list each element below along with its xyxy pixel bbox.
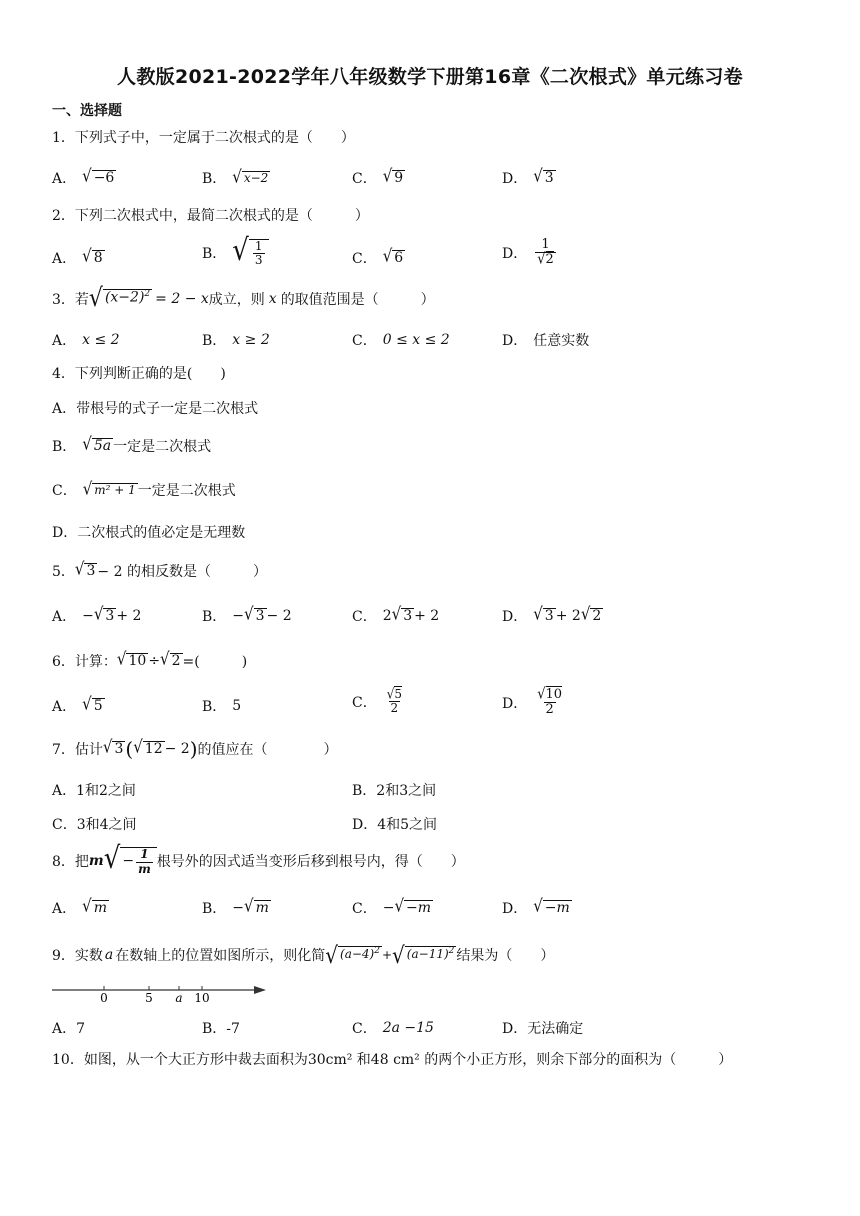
sqrt-expr: √ 5 (82, 693, 103, 715)
question-7: 7．估计 √ 3 ( √ 12 − 2 ) 的值应在（ ） (52, 736, 338, 761)
sqrt-expr: √ $(a-11)^2$ (392, 941, 455, 969)
q7-option-b[interactable]: B．2和3之间 (352, 783, 437, 799)
q6-option-c[interactable]: C． $\frac{√5}{2}$ (352, 685, 403, 716)
q6-option-b[interactable]: B． 5 (202, 698, 242, 715)
question-2-stem: 2．下列二次根式中，最简二次根式的是（ ） (52, 208, 369, 224)
question-4-stem: 4．下列判断正确的是( ) (52, 366, 226, 382)
question-10 (52, 1044, 732, 1074)
q2-option-d[interactable]: D． $\frac{1}{√2}$ (502, 237, 554, 269)
number-line (52, 982, 272, 1006)
tick-label: 10 (194, 991, 210, 1005)
tick-label: a (175, 991, 183, 1005)
q8-option-b[interactable]: B． − √ m (202, 895, 269, 917)
question-1 (52, 122, 355, 152)
q1-option-d[interactable]: D． √ 3 (502, 165, 554, 187)
q4-option-a[interactable]: A．带根号的式子一定是二次根式 (52, 401, 259, 417)
section-heading: 一、选择题 (52, 103, 122, 119)
q5-option-d[interactable]: D． √ 3 + 2 √ 2 (502, 603, 602, 625)
sqrt-expr: √ 3 (533, 165, 554, 187)
question-5: 5． √ 3 − 2 的相反数是（ ） (52, 558, 267, 580)
sqrt-expr: √ x−2 (232, 166, 269, 188)
fraction-expr: $\frac{1}{√2}$ (537, 237, 554, 269)
sqrt-expr: √ 3 (391, 603, 413, 625)
tick-label: 5 (145, 991, 153, 1005)
sqrt-expr: √ $(a-4)^2$ (325, 941, 380, 969)
q7-option-d[interactable]: D．4和5之间 (352, 817, 438, 833)
sqrt-fraction: √ − $\frac{1}{m}$ (104, 846, 157, 875)
q4-option-d[interactable]: D．二次根式的值必定是无理数 (52, 525, 246, 541)
question-8: 8．把 m √ − $\frac{1}{m}$ 根号外的因式适当变形后移到根号内，得（ ） (52, 841, 465, 877)
sqrt-expr: √ 2 (160, 648, 181, 670)
q4-option-c[interactable]: C． √ m² + 1 一定是二次根式 (52, 478, 236, 500)
sqrt-expr: √ 6 (382, 245, 404, 267)
sqrt-expr: √ 3 (93, 603, 115, 625)
q7-option-a[interactable]: A．1和2之间 (52, 783, 136, 799)
sqrt-expr: √ 5a (82, 433, 112, 455)
q2-option-a[interactable]: A． √ 8 (52, 245, 103, 267)
sqrt-expr: √ 3 (533, 603, 554, 625)
q3-option-d[interactable]: D． 任意实数 (502, 333, 590, 349)
question-3: 3．若 √ $(x-2)^2$ = 2 − x 成立，则 x 的取值范围是（ ） (52, 284, 435, 313)
sqrt-expr: √ m (244, 895, 269, 917)
fraction-expr: $\frac{√10}{2}$ (537, 685, 563, 718)
q3-option-b[interactable]: B． x ≥ 2 (202, 332, 270, 349)
tick-label: 0 (100, 991, 108, 1005)
question-10-stem: 10．如图，从一个大正方形中裁去面积为30cm² 和48 cm² 的两个小正方形，则余下部分的面积为（ ） (52, 1052, 733, 1068)
fraction-expr: $\frac{√5}{2}$ (386, 685, 403, 716)
q7-option-c[interactable]: C．3和4之间 (52, 817, 137, 833)
question-1-stem: 1．下列式子中，一定属于二次根式的是（ ） (52, 130, 355, 146)
q9-option-a[interactable]: A．7 (52, 1021, 86, 1037)
sqrt-expr: √ −m (533, 895, 570, 917)
sqrt-expr: √ $(x-2)^2$ (88, 284, 151, 313)
sqrt-expr: √ 10 (116, 648, 147, 670)
sqrt-expr: √ 12 (133, 736, 163, 758)
q1-option-c[interactable]: C． √ 9 (352, 165, 404, 187)
q9-option-b[interactable]: B．-7 (202, 1021, 240, 1037)
q5-option-c[interactable]: C． 2 √ 3 + 2 (352, 603, 440, 625)
q5-option-a[interactable]: A． − √ 3 + 2 (52, 603, 142, 625)
sqrt-expr: √ m (82, 895, 107, 917)
q3-option-c[interactable]: C． 0 ≤ x ≤ 2 (352, 332, 450, 349)
q9-option-c[interactable]: C． 2a −15 (352, 1020, 434, 1037)
q2-option-c[interactable]: C． √ 6 (352, 245, 404, 267)
q6-option-d[interactable]: D． $\frac{√10}{2}$ (502, 685, 563, 718)
sqrt-expr: √ 9 (382, 165, 404, 187)
q3-option-a[interactable]: A． x ≤ 2 (52, 332, 120, 349)
sqrt-expr: √ 3 (244, 603, 265, 625)
question-2 (52, 200, 369, 230)
q8-option-c[interactable]: C． − √ −m (352, 895, 432, 917)
q8-option-d[interactable]: D． √ −m (502, 895, 570, 917)
question-6: 6．计算： √ 10 ÷ √ 2 =( ) (52, 648, 248, 670)
sqrt-expr: √ m² + 1 (82, 478, 136, 500)
sqrt-fraction: √ $\frac{1}{3}$ (232, 238, 268, 267)
sqrt-expr: √ 8 (82, 245, 103, 267)
question-9: 9．实数 a 在数轴上的位置如图所示，则化简 √ $(a-4)^2$ + √ $(a-11)^2$ 结果为（ ） (52, 941, 555, 969)
question-4 (52, 358, 226, 388)
q6-option-a[interactable]: A． √ 5 (52, 693, 103, 715)
q8-option-a[interactable]: A． √ m (52, 895, 107, 917)
q4-option-b[interactable]: B． √ 5a 一定是二次根式 (52, 433, 212, 455)
sqrt-expr: √ 2 (580, 603, 602, 625)
q2-option-b[interactable]: B． √ $\frac{1}{3}$ (202, 238, 269, 267)
q9-option-d[interactable]: D．无法确定 (502, 1021, 584, 1037)
sqrt-expr: √ −6 (82, 165, 115, 187)
q1-option-a[interactable]: A． √ −6 (52, 165, 115, 187)
q5-option-b[interactable]: B． − √ 3 − 2 (202, 603, 292, 625)
sqrt-expr: √ 3 (102, 736, 124, 758)
q1-option-b[interactable]: B． √ x−2 (202, 166, 269, 188)
sqrt-expr: √ 3 (74, 558, 96, 580)
sqrt-expr: √ −m (394, 895, 432, 917)
number-line-arrow-icon (254, 986, 266, 994)
page-title: 人教版2021-2022学年八年级数学下册第16章《二次根式》单元练习卷 (117, 66, 743, 88)
